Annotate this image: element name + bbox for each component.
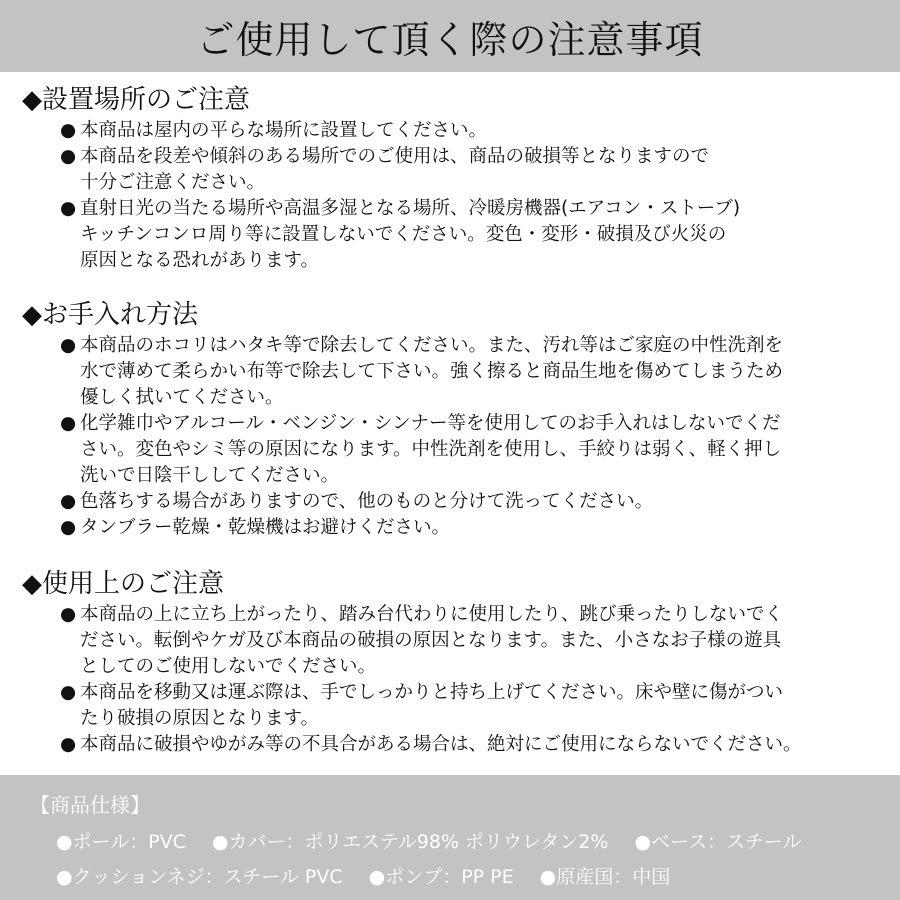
list-item	[60, 680, 882, 732]
notice-list	[22, 333, 882, 541]
list-item	[60, 732, 882, 758]
bullet-icon: ●	[60, 413, 77, 434]
list-item	[60, 411, 882, 489]
section-heading: ◆お手入れ方法	[22, 300, 198, 330]
list-item-text: タンブラー乾燥・乾燥機はお避けください。	[80, 517, 451, 538]
bullet-icon: ●	[60, 146, 77, 167]
list-item-text: 本商品に破損やゆがみ等の不具合がある場合は、絶対にご使用にならないでください。	[80, 734, 802, 755]
page-title: ご使用して頂く際の注意事項	[196, 17, 704, 62]
spec-row	[56, 827, 827, 854]
list-item	[60, 515, 882, 541]
list-item-text: 直射日光の当たる場所や高温多湿となる場所、冷暖房機器(エアコン・ストーブ) キッチンコンロ周り等に設置しないでください。変色・変形・破損及び火災の 原因となる恐れがあります。	[80, 198, 741, 271]
spec-pump: ●ポンプ：PP PE	[368, 866, 514, 888]
list-item	[60, 118, 882, 144]
spec-heading: 【商品仕様】	[30, 793, 150, 817]
bullet-icon: ●	[60, 491, 77, 512]
product-spec-panel	[0, 775, 900, 900]
list-item-text: 本商品のホコリはハタキ等で除去してください。また、汚れ等はご家庭の中性洗剤を 水で薄めて柔らかい布等で除去して下さい。強く擦ると商品生地を傷めてしまうため 優しく拭いてください。	[80, 335, 784, 408]
section-care-method	[22, 297, 882, 541]
bullet-icon: ●	[60, 335, 77, 356]
list-item-text: 本商品は屋内の平らな場所に設置してください。	[80, 120, 488, 141]
spec-pole: ●ポール：PVC	[56, 831, 186, 853]
list-item-text: 本商品の上に立ち上がったり、踏み台代わりに使用したり、跳び乗ったりしないでく ださい。転倒やケガ及び本商品の破損の原因となります。また、小さなお子様の遊具 としてのご使用しないでください。	[80, 604, 784, 677]
notice-list	[22, 118, 882, 274]
spec-cover: ●カバー：ポリエステル98% ポリウレタン2%	[211, 831, 609, 853]
bullet-icon: ●	[60, 604, 77, 625]
spec-base: ●ベース：スチール	[634, 831, 802, 853]
spec-row	[56, 862, 696, 889]
list-item-text: 本商品を移動又は運ぶ際は、手でしっかりと持ち上げてください。床や壁に傷がつい たり破損の原因となります。	[80, 682, 784, 729]
list-item-text: 色落ちする場合がありますので、他のものと分けて洗ってください。	[80, 491, 654, 512]
section-heading: ◆使用上のご注意	[22, 569, 224, 599]
list-item-text: 本商品を段差や傾斜のある場所でのご使用は、商品の破損等となりますので 十分ご注意ください。	[80, 146, 710, 193]
bullet-icon: ●	[60, 517, 77, 538]
list-item	[60, 333, 882, 411]
bullet-icon: ●	[60, 734, 77, 755]
list-item	[60, 144, 882, 196]
spec-origin: ●原産国：中国	[539, 866, 671, 888]
list-item-text: 化学雑巾やアルコール・ベンジン・シンナー等を使用してのお手入れはしないでくだ さい。変色やシミ等の原因になります。中性洗剤を使用し、手絞りは弱く、軽く押し 洗いで日陰干ししてください。	[80, 413, 782, 486]
list-item	[60, 602, 882, 680]
section-installation	[22, 82, 882, 274]
bullet-icon: ●	[60, 120, 77, 141]
bullet-icon: ●	[60, 198, 77, 219]
title-bar	[0, 0, 900, 72]
section-usage-cautions	[22, 566, 882, 758]
spec-cushion-screw: ●クッションネジ：スチール PVC	[56, 866, 343, 888]
list-item	[60, 489, 882, 515]
bullet-icon: ●	[60, 682, 77, 703]
notice-list	[22, 602, 882, 758]
list-item	[60, 196, 882, 274]
section-heading: ◆設置場所のご注意	[22, 85, 250, 115]
